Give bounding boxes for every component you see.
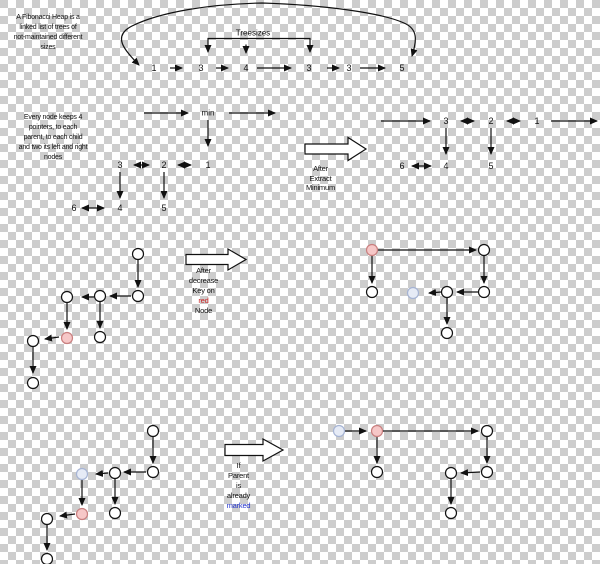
heap-node [148,467,159,478]
marked-heap-node [334,426,345,437]
tree-size-value: 3 [198,63,204,73]
label-line: already [226,491,251,500]
heap-node [446,468,457,479]
tree-size-value: 3 [306,63,312,73]
label-line: If [236,461,241,470]
label-line: Key on [192,286,215,295]
caption-line: A Fibonacci Heap is a [16,14,80,21]
caption-line: not-maintained different [13,34,83,41]
sibling-arrow [461,472,480,473]
heap-node [479,287,490,298]
extract-min-label [288,164,353,193]
caption-line: and two its left and right [18,144,88,151]
heap-node [133,291,144,302]
label-line: After [313,164,328,173]
min-label: min [201,108,215,118]
treesizes-bracket [208,39,310,53]
heap-node [372,467,383,478]
node-key: 4 [117,203,123,213]
heap-node [148,426,159,437]
label-line-red: red [198,296,209,305]
heap-node [482,426,493,437]
marked-heap-node [77,469,88,480]
tree-size-value: 3 [346,63,352,73]
sibling-arrow [429,292,441,293]
heap-node [95,291,106,302]
heap-node [446,508,457,519]
transition-arrow [225,439,283,461]
caption-line: pointers, to each [28,124,78,131]
after-decrease-key-diagram [367,245,490,339]
marked-heap-node [408,288,419,299]
label-line: Node [194,306,213,315]
sibling-arrow [96,473,108,474]
before-cut-diagram [42,426,159,564]
heap-node [28,378,39,389]
node-key: 2 [161,160,167,170]
after-cut-diagram [334,426,493,519]
before-decrease-key-diagram [28,249,144,389]
heap-node [95,332,106,343]
label-line-blue: marked [226,501,251,510]
label-line: After [196,266,211,275]
heap-node [42,554,53,564]
sibling-arrow [45,337,59,339]
heap-node [442,287,453,298]
label-line: is [235,481,242,490]
node-key: 1 [205,160,211,170]
heap-node [442,328,453,339]
heap-node [133,249,144,260]
caption-line: nodes [43,154,63,161]
heap-node [482,467,493,478]
label-line: Minimum [305,183,336,192]
red-heap-node [372,426,383,437]
tree-size-value: 5 [399,63,405,73]
red-heap-node [367,245,378,256]
node-key: 6 [399,161,405,171]
label-line: Parent [228,471,249,480]
node-key: 4 [443,161,449,171]
node-key: 5 [488,161,494,171]
heap-node [110,508,121,519]
caption-line: Every node keeps 4 [23,114,83,121]
heap-node [42,514,53,525]
label-line: decrease [188,276,219,285]
intro-caption [0,13,96,53]
node-key: 1 [534,116,540,126]
node-key: 5 [161,203,167,213]
before-extract-min-diagram [82,113,275,208]
node-key: 2 [488,116,494,126]
heap-node [62,292,73,303]
heap-node [479,245,490,256]
sibling-arrow [60,514,75,516]
red-heap-node [77,509,88,520]
node-key: 3 [117,160,123,170]
caption-line: parent, to each child [23,134,83,141]
heap-node [110,468,121,479]
decrease-key-label [173,266,234,316]
caption-line: sizes [40,44,56,51]
tree-size-value: 4 [243,63,249,73]
heap-node [367,287,378,298]
node-key: 3 [443,116,449,126]
tree-size-value: 1 [151,63,157,73]
caption-line: linked list of trees of [19,24,77,31]
after-extract-min-diagram [381,121,597,166]
node-key: 6 [71,203,77,213]
pointers-caption [3,113,103,163]
transition-arrow [305,138,366,161]
red-heap-node [62,333,73,344]
heap-node [28,336,39,347]
treesizes-label: Treesizes [235,28,271,38]
label-line: Extract [309,173,332,183]
marked-parent-label [208,461,269,511]
